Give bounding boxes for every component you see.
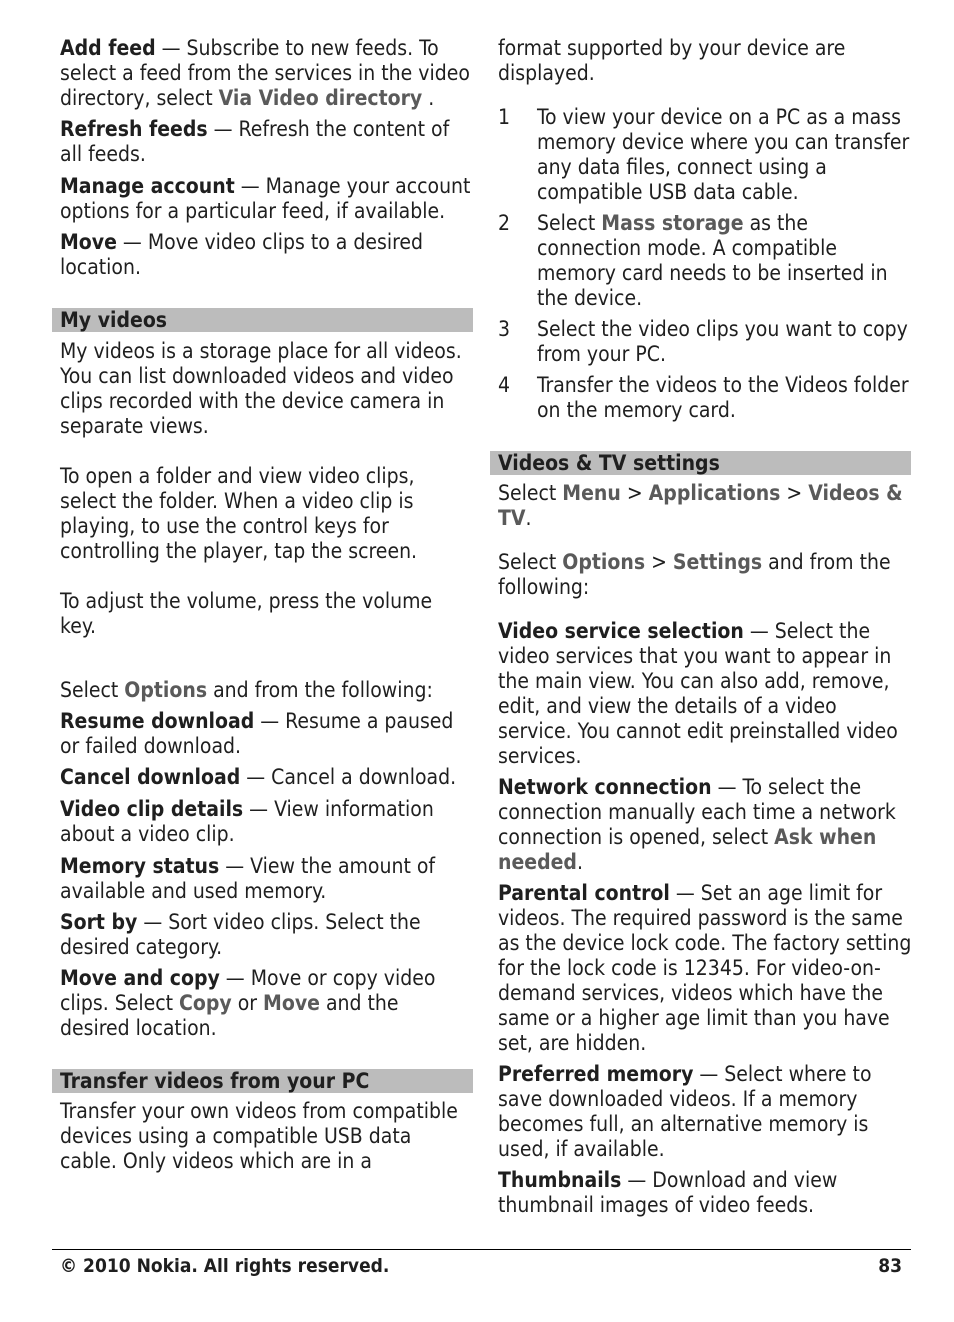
right-column [498,36,912,1218]
path-separator: > [620,481,649,505]
video-clip-details-entry [60,797,474,847]
cancel-download-entry [60,765,474,790]
my-videos-intro: My videos is a storage place for all videos. You can list downloaded videos and video clips recorded with the device camera in separate views. [60,339,462,438]
my-videos-volume: To adjust the volume, press the volume key. [60,589,433,638]
ui-command: Move [263,991,320,1015]
punctuation: . [525,506,532,530]
network-connection-entry [498,775,912,875]
step-text: Transfer the videos to the Videos folder on the memory card. [537,373,909,422]
text: and from the following: [207,678,433,702]
my-videos-open-folder: To open a folder and view video clips, select the folder. When a video clip is playing, to use the control keys for controlling the player, tap the screen. [60,464,418,563]
ui-command: Via Video directory [218,86,423,110]
section-heading-my-videos: My videos [52,308,473,332]
option-term: Video service selection [498,619,744,643]
option-term: Preferred memory [498,1062,694,1086]
option-term: Sort by [60,910,138,934]
option-term: Manage account [60,174,235,198]
ui-command: Videos & TV [498,481,903,530]
step-number: 4 [498,373,511,397]
manage-account-entry [60,174,474,224]
ui-command: Copy [179,991,232,1015]
option-term: Add feed [60,36,156,60]
text: as the connection mode. A compatible memory card needs to be inserted in the device. [537,211,888,310]
option-description: — Select the video services that you want to appear in the main view. You can also add, remove, edit, and view the details of a video service. You cannot edit preinstalled video services. [498,619,898,768]
move-entry [60,230,474,280]
option-term: Move [60,230,117,254]
parental-control-entry [498,881,912,1056]
step-text: Select the video clips you want to copy from your PC. [537,317,908,366]
option-term: Parental control [498,881,670,905]
ui-command: Mass storage [601,211,744,235]
punctuation: . [422,86,435,110]
option-term: Memory status [60,854,220,878]
transfer-intro-continued: format supported by your device are displayed. [498,36,846,85]
option-term: Cancel download [60,765,241,789]
resume-download-entry [60,709,474,759]
step-number: 3 [498,317,511,341]
section-heading-transfer: Transfer videos from your PC [52,1069,473,1093]
text: Select [537,211,602,235]
move-and-copy-entry [60,966,474,1041]
option-description: — Resume a paused or failed download. [60,709,454,758]
ui-command: Ask when needed [498,825,877,874]
page-number: 83 [878,1255,902,1277]
ui-command: Options [562,550,646,574]
step-text [537,211,912,311]
step-item [498,373,912,423]
option-description: — Sort video clips. Select the desired category. [60,910,421,959]
option-term: Resume download [60,709,255,733]
option-term: Refresh feeds [60,117,208,141]
option-description: — Move or copy video clips. Select [60,966,436,1015]
step-number: 1 [498,105,511,129]
text: and the desired location. [60,991,399,1040]
section-heading-videos-tv-settings: Videos & TV settings [490,451,911,475]
text: and from the following: [498,550,891,599]
option-description: — Subscribe to new feeds. To select a feed from the services in the video directory, select [60,36,470,110]
preferred-memory-entry [498,1062,912,1162]
transfer-intro: Transfer your own videos from compatible devices using a compatible USB data cable. Only videos which are in a [60,1099,458,1173]
ui-command: Options [124,678,208,702]
option-term: Network connection [498,775,712,799]
memory-status-entry [60,854,474,904]
step-item [498,211,912,311]
add-feed-entry [60,36,474,111]
step-text: To view your device on a PC as a mass memory device where you can transfer any data files, connect using a compatible USB data cable. [537,105,910,204]
step-item [498,105,912,205]
ui-command: Menu [562,481,621,505]
punctuation: . [576,850,583,874]
option-description: — Cancel a download. [240,765,457,789]
step-item [498,317,912,367]
option-description: — Manage your account options for a particular feed, if available. [60,174,471,223]
option-description: — To select the connection manually each time a network connection is opened, select [498,775,896,849]
option-description: — Refresh the content of all feeds. [60,117,450,166]
option-description: — Move video clips to a desired location. [60,230,423,279]
sort-by-entry [60,910,474,960]
option-term: Thumbnails [498,1168,622,1192]
text: Select [498,550,563,574]
option-description: — View the amount of available and used memory. [60,854,436,903]
path-separator: > [645,550,673,574]
option-term: Video clip details [60,797,244,821]
text: Select [60,678,125,702]
refresh-feeds-entry [60,117,474,167]
option-description: — Set an age limit for videos. The required password is the same as the device lock code. The factory setting for the lock code is 12345. For video-on-demand services, videos which have the same or a higher age limit than you have set, are hidden. [498,881,912,1055]
video-service-selection-entry [498,619,912,769]
settings-menu-path [498,481,912,531]
ui-command: Applications [648,481,781,505]
option-description: — View information about a video clip. [60,797,434,846]
text: or [231,991,264,1015]
option-description: — Select where to save downloaded videos. If a memory becomes full, an alternative memory is used, if available. [498,1062,872,1161]
step-number: 2 [498,211,511,235]
text: Select [498,481,563,505]
page-footer [52,1249,911,1277]
ui-command: Settings [672,550,763,574]
thumbnails-entry [498,1168,912,1218]
path-separator: > [780,481,809,505]
left-column [60,36,474,1174]
settings-options-path [498,550,912,600]
copyright-notice: © 2010 Nokia. All rights reserved. [60,1255,390,1277]
option-description: — Download and view thumbnail images of video feeds. [498,1168,838,1217]
option-term: Move and copy [60,966,220,990]
my-videos-select-options [60,678,474,703]
